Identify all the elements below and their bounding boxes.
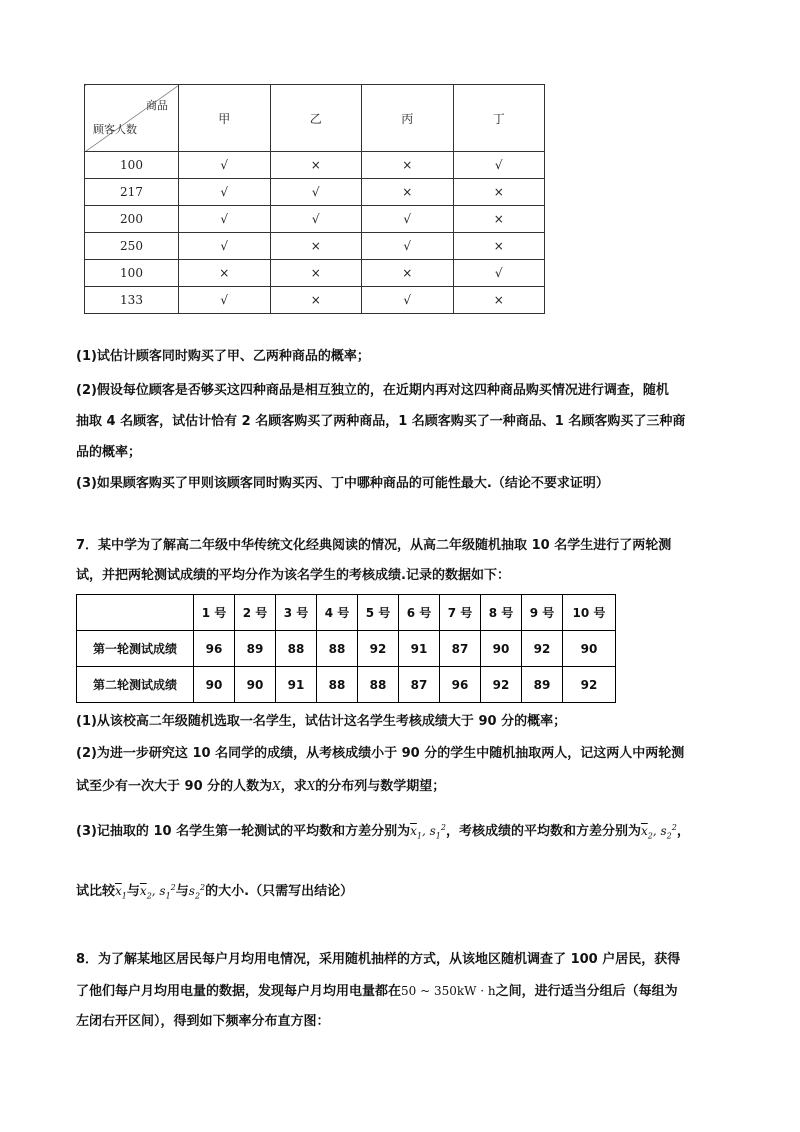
header-customers: 顾客人数 (93, 123, 137, 136)
mark-cell: √ (270, 206, 362, 233)
q7-intro-line1: 7．某中学为了解高二年级中华传统文化经典阅读的情况，从高二年级随机抽取 10 名学生进行了两轮测 (76, 538, 672, 553)
table-row (77, 667, 616, 703)
table-row (77, 631, 616, 667)
mark-cell: × (362, 152, 454, 179)
customer-count: 217 (85, 179, 179, 206)
q6-part1: (1)试估计顾客同时购买了甲、乙两种商品的概率； (76, 349, 370, 364)
q7-part2-line1: (2)为进一步研究这 10 名同学的成绩，从考核成绩小于 90 分的学生中随机抽取两人，记这两人中两轮测 (76, 746, 685, 761)
q6-part2-line2: 抽取 4 名顾客，试估计恰有 2 名顾客购买了两种商品，1 名顾客购买了一种商品、1 名顾客购买了三种商 (76, 414, 686, 429)
table-row (85, 152, 545, 179)
q7-part3-line1: (3)记抽取的 10 名学生第一轮测试的平均数和方差分别为$\overline{x}_1$, $s_1^2$，考核成绩的平均数和方差分别为$\overline{x}_2$, $s_2^2$， (76, 823, 690, 841)
student-col-header: 6 号 (399, 595, 440, 631)
col-header: 乙 (270, 85, 362, 152)
q7-part3-line2: 试比较$\overline{x}_1$与$\overline{x}_2$, $s_1^2$与$s_2^2$的大小.（只需写出结论） (76, 883, 354, 901)
mark-cell: √ (453, 152, 545, 179)
score-cell: 90 (235, 667, 276, 703)
mark-cell: × (270, 287, 362, 314)
q7-part1: (1)从该校高二年级随机选取一名学生，试估计这名学生考核成绩大于 90 分的概率； (76, 714, 567, 729)
mark-cell: √ (362, 206, 454, 233)
mark-cell: √ (179, 287, 271, 314)
q7-intro-line2: 试，并把两轮测试成绩的平均分作为该名学生的考核成绩.记录的数据如下： (76, 568, 510, 583)
student-col-header: 9 号 (522, 595, 563, 631)
mark-cell: √ (179, 152, 271, 179)
score-cell: 96 (440, 667, 481, 703)
col-header: 甲 (179, 85, 271, 152)
score-cell: 88 (317, 667, 358, 703)
table-row (85, 206, 545, 233)
score-cell: 89 (235, 631, 276, 667)
math-mean-var-2: $\overline{x}_2$, $s_2^2$ (640, 823, 677, 841)
col-header: 丙 (362, 85, 454, 152)
q6-part3: (3)如果顾客购买了甲则该顾客同时购买丙、丁中哪种商品的可能性最大.（结论不要求证明） (76, 476, 609, 491)
table-row (85, 287, 545, 314)
table-row (85, 233, 545, 260)
mark-cell: × (453, 287, 545, 314)
mark-cell: × (270, 152, 362, 179)
score-cell: 88 (276, 631, 317, 667)
math-mean-var-1: $\overline{x}_1$, $s_1^2$ (410, 823, 446, 841)
student-col-header: 5 号 (358, 595, 399, 631)
student-col-header: 7 号 (440, 595, 481, 631)
student-col-header: 4 号 (317, 595, 358, 631)
score-cell: 90 (481, 631, 522, 667)
q6-part2-line1: (2)假设每位顾客是否够买这四种商品是相互独立的，在近期内再对这四种商品购买情况进行调查，随机 (76, 383, 669, 398)
col-header: 丁 (453, 85, 545, 152)
score-cell: 91 (399, 631, 440, 667)
q8-line2: 了他们每户月均用电量的数据，发现每户月均用电量都在50 ~ 350kW · h之间，进行适当分组后（每组为 (76, 984, 678, 999)
student-col-header: 10 号 (563, 595, 616, 631)
score-cell: 92 (481, 667, 522, 703)
customer-count: 100 (85, 152, 179, 179)
customer-count: 250 (85, 233, 179, 260)
mark-cell: × (453, 233, 545, 260)
q8-line3: 左闭右开区间），得到如下频率分布直方图： (76, 1014, 330, 1029)
mark-cell: × (270, 260, 362, 287)
purchase-table (84, 84, 545, 314)
mark-cell: × (453, 206, 545, 233)
score-cell: 88 (317, 631, 358, 667)
mark-cell: √ (453, 260, 545, 287)
score-cell: 92 (358, 631, 399, 667)
corner-cell (77, 595, 194, 631)
customer-count: 100 (85, 260, 179, 287)
score-cell: 92 (563, 667, 616, 703)
mark-cell: √ (179, 206, 271, 233)
student-col-header: 1 号 (194, 595, 235, 631)
header-goods: 商品 (146, 99, 168, 112)
customer-count: 133 (85, 287, 179, 314)
score-cell: 89 (522, 667, 563, 703)
mark-cell: √ (179, 233, 271, 260)
student-col-header: 8 号 (481, 595, 522, 631)
mark-cell: √ (179, 179, 271, 206)
score-cell: 91 (276, 667, 317, 703)
student-col-header: 2 号 (235, 595, 276, 631)
q8-line1: 8．为了解某地区居民每户月均用电情况，采用随机抽样的方式，从该地区随机调查了 100 户居民，获得 (76, 952, 681, 967)
scores-table (76, 594, 616, 703)
mark-cell: × (270, 233, 362, 260)
mark-cell: × (362, 260, 454, 287)
mark-cell: × (362, 179, 454, 206)
score-cell: 90 (194, 667, 235, 703)
score-cell: 88 (358, 667, 399, 703)
row-label: 第一轮测试成绩 (77, 631, 194, 667)
purchase-table-header (85, 85, 545, 152)
customer-count: 200 (85, 206, 179, 233)
table-row (85, 179, 545, 206)
score-cell: 87 (399, 667, 440, 703)
mark-cell: √ (362, 287, 454, 314)
q7-part2-line2: 试至少有一次大于 90 分的人数为X，求X的分布列与数学期望； (76, 779, 446, 794)
student-col-header: 3 号 (276, 595, 317, 631)
row-label: 第二轮测试成绩 (77, 667, 194, 703)
scores-table-header (77, 595, 616, 631)
mark-cell: × (453, 179, 545, 206)
variable-x: X (306, 779, 316, 793)
q6-part2-line3: 品的概率； (76, 445, 142, 460)
usage-range: 50 ~ 350kW · h (401, 984, 496, 998)
score-cell: 92 (522, 631, 563, 667)
score-cell: 87 (440, 631, 481, 667)
score-cell: 90 (563, 631, 616, 667)
table-row (85, 260, 545, 287)
diagonal-header-cell (85, 85, 179, 152)
mark-cell: × (179, 260, 271, 287)
variable-x: X (272, 779, 281, 793)
mark-cell: √ (362, 233, 454, 260)
score-cell: 96 (194, 631, 235, 667)
mark-cell: √ (270, 179, 362, 206)
